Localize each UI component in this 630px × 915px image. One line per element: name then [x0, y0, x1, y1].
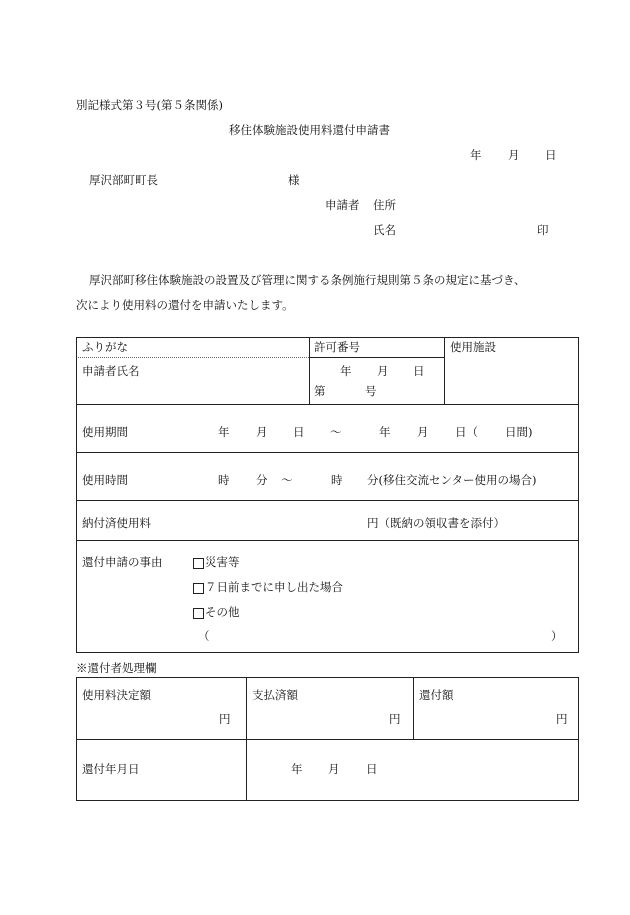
permit-year: 年: [340, 364, 352, 378]
applicant-address-label: 住所: [373, 198, 396, 212]
body-text-line1: 厚沢部町移住体験施設の設置及び管理に関する条例施行規則第５条の規定に基づき、: [89, 273, 526, 287]
reason-option-other-label: その他: [205, 605, 240, 619]
reason-option-7days-label: ７日前までに申し出た場合: [205, 580, 343, 594]
office-line: [76, 739, 579, 740]
time-tilde: ～: [281, 473, 293, 487]
period-month-from: 月: [256, 425, 268, 439]
table-border-left: [76, 337, 77, 652]
refund-date-day: 日: [366, 762, 378, 776]
date-year: 年: [470, 148, 482, 162]
addressee-honorific: 様: [288, 173, 300, 187]
furigana-label: ふりがな: [82, 340, 128, 354]
period-day-to: 日（: [455, 425, 478, 439]
permit-number-label: 許可番号: [314, 340, 360, 354]
paid-label: 納付済使用料: [82, 516, 151, 530]
table-line: [76, 452, 579, 453]
table-border-right: [578, 337, 579, 652]
table-line: [309, 357, 445, 358]
period-day-from: 日: [293, 425, 305, 439]
time-minute-from: 分: [256, 473, 268, 487]
reason-option-disaster-label: 災害等: [205, 555, 240, 569]
checkbox-7days[interactable]: [193, 583, 204, 594]
permit-dai: 第: [314, 384, 326, 398]
permit-day: 日: [413, 364, 425, 378]
checkbox-disaster[interactable]: [193, 558, 204, 569]
body-text-line2: 次により使用料の還付を申請いたします。: [76, 298, 294, 312]
form-number: 別記様式第３号(第５条関係): [76, 98, 223, 112]
refund-amount-yen: 円: [556, 712, 568, 726]
office-line: [246, 677, 247, 801]
permit-month: 月: [377, 364, 389, 378]
period-days: 日間): [505, 425, 533, 439]
applicant-name-cell-label: 申請者氏名: [82, 364, 140, 378]
table-border-top: [76, 337, 579, 338]
form-title: 移住体験施設使用料還付申請書: [229, 123, 390, 137]
refund-date-month: 月: [328, 762, 340, 776]
checkbox-other[interactable]: [193, 608, 204, 619]
reason-label: 還付申請の事由: [82, 555, 163, 569]
period-month-to: 月: [417, 425, 429, 439]
period-year-to: 年: [379, 425, 391, 439]
seal-mark: 印: [537, 223, 549, 237]
office-border-right: [578, 677, 579, 801]
refund-date-label: 還付年月日: [82, 762, 140, 776]
refund-amount-label: 還付額: [419, 688, 454, 702]
decided-amount-yen: 円: [219, 712, 231, 726]
time-minute-to: 分(移住交流センター使用の場合): [367, 473, 537, 487]
date-day: 日: [545, 148, 557, 162]
table-border-bottom: [76, 652, 579, 653]
period-label: 使用期間: [82, 425, 128, 439]
paid-amount-yen: 円: [389, 712, 401, 726]
table-line: [76, 540, 579, 541]
reason-paren-close: ）: [551, 629, 563, 643]
time-hour-to: 時: [331, 473, 343, 487]
table-line: [76, 500, 579, 501]
date-month: 月: [508, 148, 520, 162]
office-heading: ※還付者処理欄: [76, 661, 157, 675]
furigana-divider: [76, 357, 309, 358]
table-line: [309, 337, 310, 404]
office-border-top: [76, 677, 579, 678]
table-line: [444, 337, 445, 404]
paid-amount-label: 支払済額: [252, 688, 298, 702]
table-line: [76, 404, 579, 405]
facility-label: 使用施設: [450, 340, 496, 354]
decided-amount-label: 使用料決定額: [82, 688, 151, 702]
time-hour-from: 時: [218, 473, 230, 487]
applicant-label: 申請者: [325, 198, 360, 212]
refund-date-year: 年: [291, 762, 303, 776]
office-border-left: [76, 677, 77, 801]
paid-value: 円（既納の領収書を添付）: [367, 516, 505, 530]
period-year-from: 年: [218, 425, 230, 439]
time-label: 使用時間: [82, 473, 128, 487]
addressee-name: 厚沢部町町長: [89, 173, 158, 187]
permit-go: 号: [365, 384, 377, 398]
office-border-bottom: [76, 800, 579, 801]
period-tilde: ～: [330, 425, 342, 439]
reason-paren-open: （: [198, 629, 210, 643]
applicant-name-label: 氏名: [373, 223, 396, 237]
office-line: [413, 677, 414, 739]
